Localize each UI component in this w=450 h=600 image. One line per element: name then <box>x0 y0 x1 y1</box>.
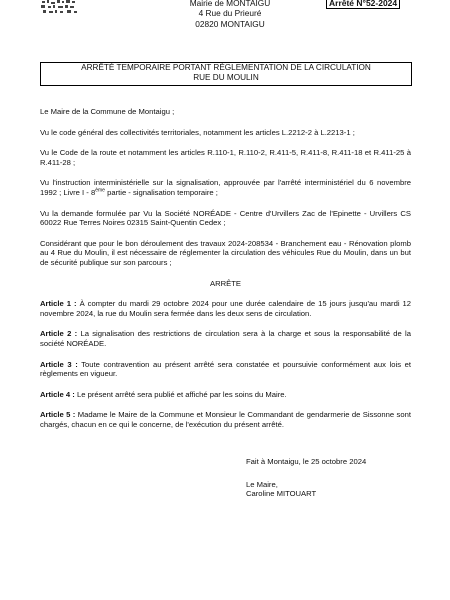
preamble-considerant: Considérant que pour le bon déroulement des travaux 2024-208534 - Branchement eau - Rénovation plomb au 4 Rue du Moulin, il est nécessaire de réglementer la circulation des véhicules Rue du Moulin, dans un but de sécurité publique sur son parcours ; <box>40 238 411 267</box>
article-2 <box>40 329 411 348</box>
preamble-vu-cgct: Vu le code général des collectivités territoriales, notamment les articles L.2212-2 à L.2213-1 ; <box>40 127 355 137</box>
mairie-name: Mairie de MONTAIGU <box>189 0 271 8</box>
article-3-label: Article 3 : <box>40 359 78 369</box>
instruction-text-start: Vu l'instruction interministérielle sur la signalisation, approuvée par l'arrêté interministériel du 6 novembre 1992 ; Livre I - 8 <box>40 178 411 197</box>
signature-block <box>246 457 366 499</box>
mairie-street: 4 Rue du Prieuré <box>198 8 262 19</box>
article-4 <box>40 390 411 400</box>
article-3-text: Toute contravention au présent arrêté sera constatée et poursuivie conformément aux lois et règlements en vigueur. <box>40 359 411 379</box>
demande-text: Vu la Société NORÉADE - Centre d'Urvillers Zac de l'Epinette - Urvillers CS 60022 Rue Terres Noires 02315 Saint-Quentin Cedex ; <box>40 208 411 228</box>
demande-prefix: Vu la demande formulée par <box>40 208 144 218</box>
document-body <box>40 107 411 429</box>
instruction-text-end: partie - signalisation temporaire ; <box>104 187 218 197</box>
article-4-label: Article 4 : <box>40 389 75 399</box>
signature-place-date: Fait à Montaigu, le 25 octobre 2024 <box>246 457 367 466</box>
article-5-text: Madame le Maire de la Commune et Monsieur le Commandant de gendarmerie de Sissonne sont chargés, chacun en ce qui le concerne, de l'exécution du présent arrêté. <box>40 410 411 429</box>
preamble-maire: Le Maire de la Commune de Montaigu ; <box>40 107 175 116</box>
arrete-number-box: Arrêté N°52-2024 <box>326 0 400 9</box>
article-1 <box>40 299 411 318</box>
article-1-text: À compter du mardi 29 octobre 2024 pour une durée calendaire de 15 jours jusqu'au mardi 12 novembre 2024, la rue du Moulin sera fermée dans les deux sens de circulation. <box>40 299 412 318</box>
article-3 <box>40 360 411 379</box>
article-1-label: Article 1 : <box>40 299 77 309</box>
preamble-vu-demande <box>40 209 411 228</box>
title-line-1: ARRÊTÉ TEMPORAIRE PORTANT RÉGLEMENTATION DE LA CIRCULATION <box>81 63 371 72</box>
instruction-superscript: ème <box>95 187 105 194</box>
signature-name: Caroline MITOUART <box>246 489 317 499</box>
commune-logo-image <box>40 0 80 14</box>
article-5 <box>40 410 411 429</box>
mairie-postal-city: 02820 MONTAIGU <box>195 18 265 29</box>
document-title-box <box>40 62 412 86</box>
article-5-label: Article 5 : <box>40 410 76 420</box>
article-2-text: La signalisation des restrictions de circulation sera à la charge et sous la responsabilité de la société NORÉADE. <box>40 329 411 348</box>
mairie-address-block <box>170 0 290 29</box>
article-4-text: Le présent arrêté sera publié et affiché par les soins du Maire. <box>74 389 287 399</box>
preamble-vu-instruction <box>40 178 411 197</box>
article-2-label: Article 2 : <box>40 329 78 339</box>
title-line-2: RUE DU MOULIN <box>193 73 259 83</box>
signature-role: Le Maire, <box>246 479 278 489</box>
arrete-heading: ARRÊTE <box>210 278 241 288</box>
preamble-vu-code-route: Vu le Code de la route et notamment les articles R.110-1, R.110-2, R.411-5, R.411-8, R.411-18 et R.411-25 à R.411-28 ; <box>40 148 411 167</box>
